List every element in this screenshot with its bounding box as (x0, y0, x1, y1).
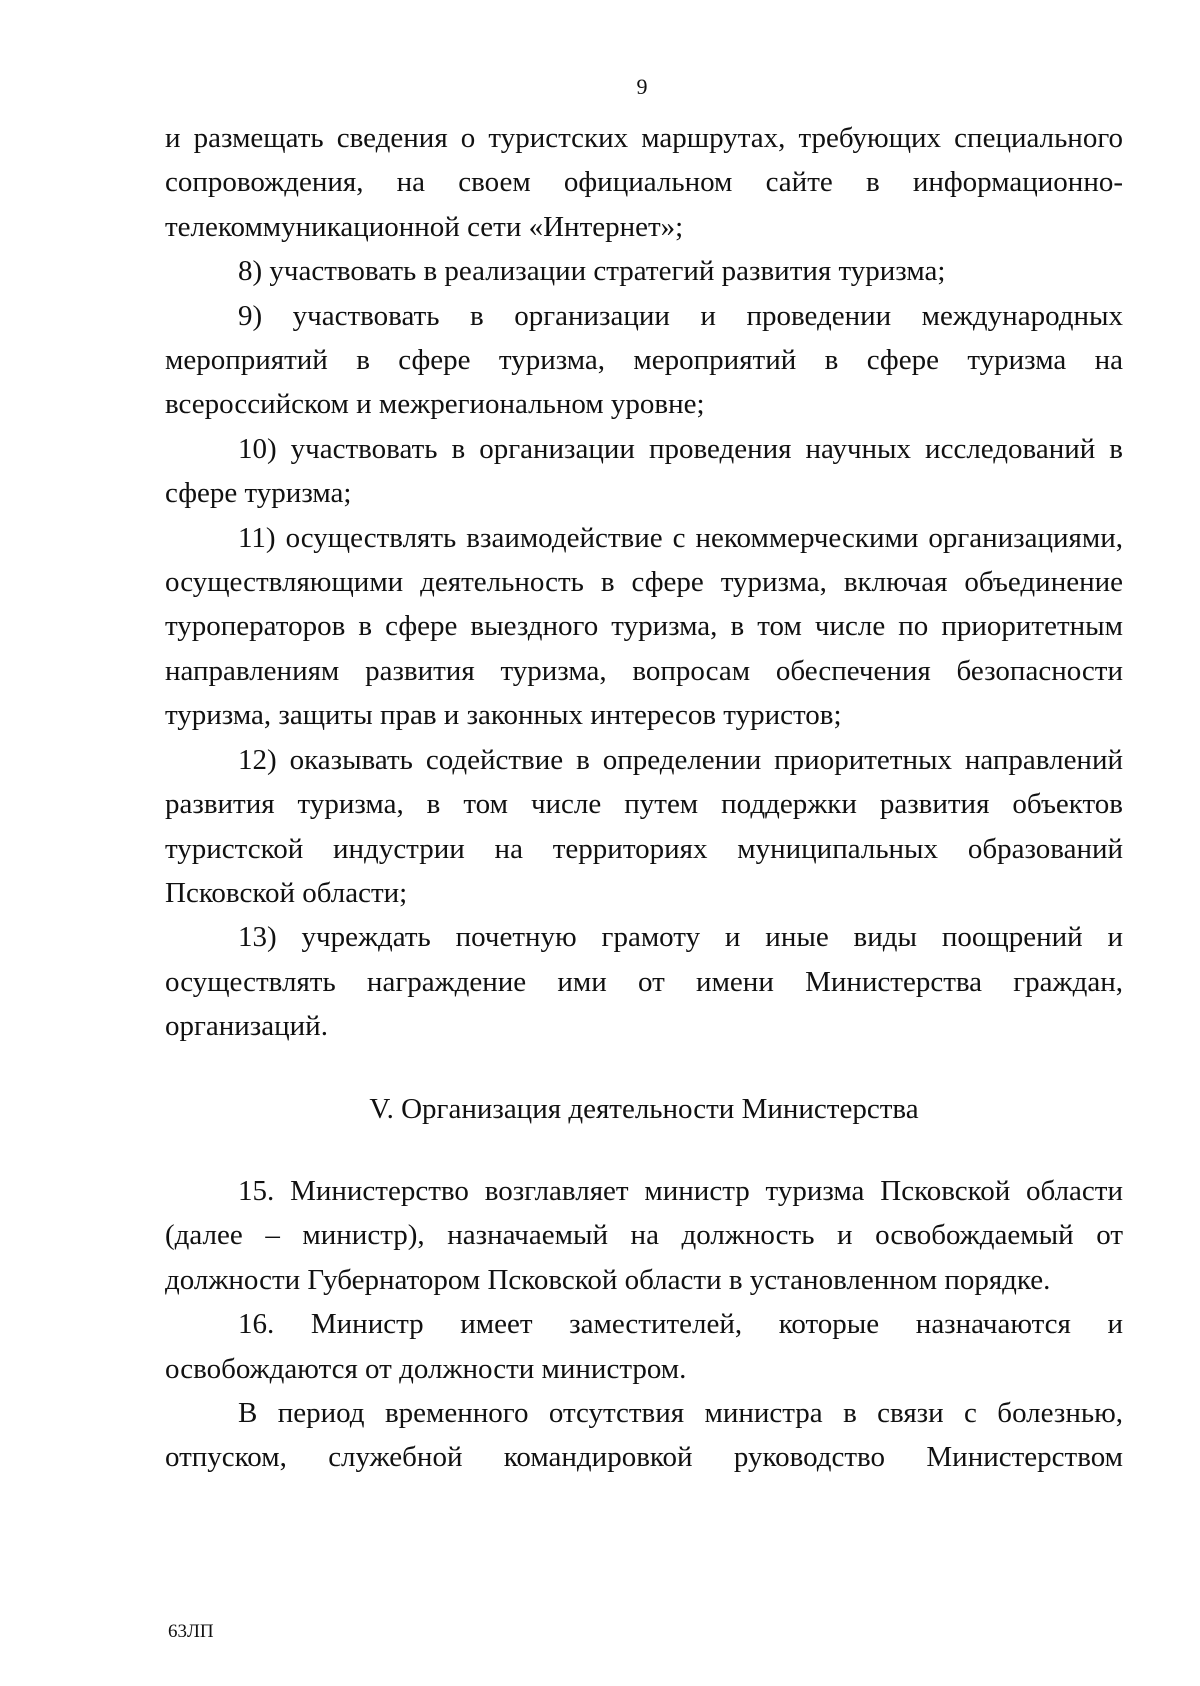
clause-16: 16. Министр имеет заместителей, которые назначаются и освобождаются от должности министром. (165, 1308, 1123, 1385)
clause-15: 15. Министерство возглавляет министр туризма Псковской области (далее – министр), назначаемый на должность и освобождаемый от должности Губернатором Псковской области в установленном порядке. (165, 1174, 1123, 1296)
list-item-8: 8) участвовать в реализации стратегий развития туризма; (238, 255, 946, 288)
list-item-10: 10) участвовать в организации проведения научных исследований в сфере туризма; (165, 432, 1123, 510)
list-item-12: 12) оказывать содействие в определении приоритетных направлений развития туризма, в том числе путем поддержки развития объектов туристской индустрии на территориях муниципальных образований Псковской области; (165, 743, 1123, 909)
list-item-11: 11) осуществлять взаимодействие с некоммерческими организациями, осуществляющими деятельность в сфере туризма, включая объединение туроператоров в сфере выездного туризма, в том числе по приоритетным направлениям развития туризма, вопросам обеспечения безопасности туризма, защиты прав и законных интересов туристов; (165, 521, 1123, 732)
list-item-13: 13) учреждать почетную грамоту и иные виды поощрений и осуществлять награждение ими от имени Министерства граждан, организаций. (165, 921, 1123, 1043)
document-code: 63ЛП (168, 1621, 214, 1642)
paragraph-continuation: и размещать сведения о туристских маршрутах, требующих специального сопровождения, на своем официальном сайте в информационно-телекоммуникационной сети «Интернет»; (165, 122, 1123, 243)
page-number: 9 (636, 74, 648, 99)
document-body (165, 116, 1123, 1480)
list-item-9: 9) участвовать в организации и проведении международных мероприятий в сфере туризма, мероприятий в сфере туризма на всероссийском и межрегиональном уровне; (165, 299, 1123, 421)
clause-16-continuation: В период временного отсутствия министра в связи с болезнью, отпуском, служебной командировкой руководство Министерством (165, 1396, 1123, 1474)
section-heading: V. Организация деятельности Министерства (369, 1092, 919, 1125)
